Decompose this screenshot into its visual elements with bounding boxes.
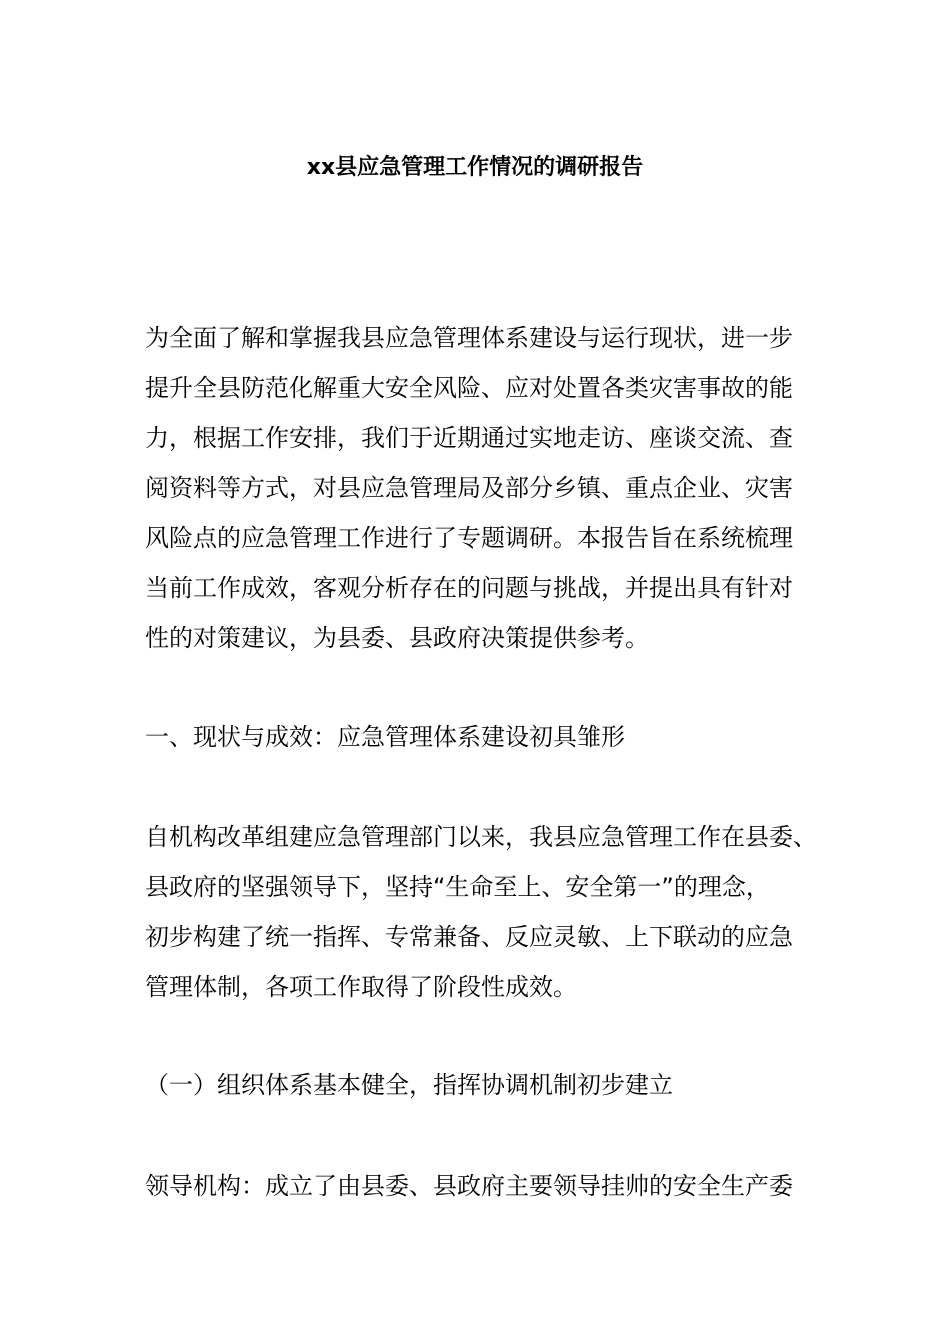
subsection-1-heading-text: （一）组织体系基本健全，指挥协调机制初步建立 (145, 1071, 673, 1099)
intro-line: 为全面了解和掌握我县应急管理体系建设与运行现状，进一步 (145, 324, 793, 352)
subsection-1-heading (145, 1060, 825, 1110)
section-1-line: 自机构改革组建应急管理部门以来，我县应急管理工作在县委、 (145, 823, 817, 851)
document-title: xx县应急管理工作情况的调研报告 (306, 155, 644, 180)
intro-line: 风险点的应急管理工作进行了专题调研。本报告旨在系统梳理 (145, 524, 793, 552)
section-1-paragraph (145, 812, 825, 1012)
intro-line: 性的对策建议，为县委、县政府决策提供参考。 (145, 624, 649, 652)
intro-line: 当前工作成效，客观分析存在的问题与挑战，并提出具有针对 (145, 574, 793, 602)
section-1-heading-text: 一、现状与成效：应急管理体系建设初具雏形 (145, 723, 625, 751)
intro-paragraph (145, 313, 825, 663)
section-1-line: 县政府的坚强领导下，坚持“生命至上、安全第一”的理念， (145, 873, 770, 901)
intro-line: 提升全县防范化解重大安全风险、应对处置各类灾害事故的能 (145, 374, 793, 402)
intro-line: 力，根据工作安排，我们于近期通过实地走访、座谈交流、查 (145, 424, 793, 452)
leadership-paragraph (145, 1161, 825, 1211)
section-1-line: 初步构建了统一指挥、专常兼备、反应灵敏、上下联动的应急 (145, 923, 793, 951)
section-1-line: 管理体制，各项工作取得了阶段性成效。 (145, 973, 577, 1001)
leadership-line: 领导机构：成立了由县委、县政府主要领导挂帅的安全生产委 (145, 1172, 793, 1200)
intro-line: 阅资料等方式，对县应急管理局及部分乡镇、重点企业、灾害 (145, 474, 793, 502)
section-1-heading (145, 712, 825, 762)
